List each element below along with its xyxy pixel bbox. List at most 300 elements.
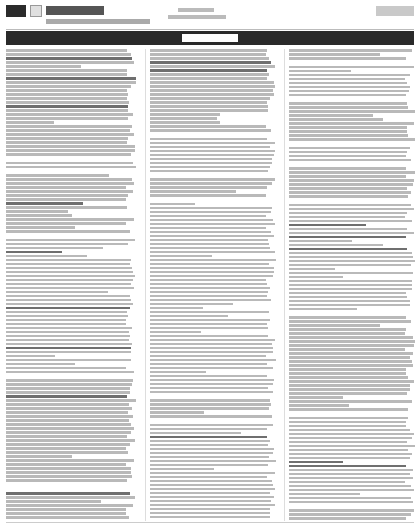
text-line-placeholder [289,312,413,315]
text-line-placeholder [150,428,267,431]
banner-word-placeholder [182,34,238,42]
text-line-placeholder [289,332,405,335]
text-line-placeholder [6,443,130,446]
text-line-placeholder [289,376,408,379]
text-line-placeholder [150,516,270,519]
text-line-placeholder [6,323,126,326]
text-line-placeholder [289,296,407,299]
text-line-placeholder [150,105,268,108]
text-line-placeholder [6,435,127,438]
text-line-placeholder [6,57,132,60]
text-line-placeholder [289,348,405,351]
section-banner [6,31,414,45]
text-line-placeholder [289,212,407,215]
text-line-placeholder [6,367,126,370]
text-line-placeholder [289,344,414,347]
text-line-placeholder [289,175,406,178]
text-line-placeholder [150,69,267,72]
text-line-placeholder [6,315,128,318]
text-line-placeholder [289,372,406,375]
text-line-placeholder [289,179,414,182]
text-line-placeholder [150,239,268,242]
text-line-placeholder [289,195,408,198]
text-line-placeholder [150,61,271,64]
text-line-placeholder [289,388,410,391]
text-line-placeholder [150,456,269,459]
text-line-placeholder [289,461,343,464]
text-line-placeholder [289,224,366,227]
text-line-placeholder [150,97,270,100]
text-line-placeholder [150,109,268,112]
text-line-placeholder [150,508,270,511]
text-line-placeholder [6,467,131,470]
text-line-placeholder [289,70,351,73]
text-line-placeholder [289,469,413,472]
text-column-1 [6,49,136,521]
text-line-placeholder [150,339,275,342]
section-label-placeholder [376,6,414,16]
text-line-placeholder [6,291,108,294]
text-line-placeholder [150,355,266,358]
text-line-placeholder [150,291,268,294]
text-line-placeholder [6,303,133,306]
text-line-placeholder [150,311,269,314]
masthead-text-placeholder [46,6,104,15]
text-line-placeholder [6,105,128,108]
text-line-placeholder [150,492,270,495]
text-line-placeholder [150,121,220,124]
text-line-placeholder [289,477,413,480]
text-line-placeholder [289,320,411,323]
text-line-placeholder [150,476,267,479]
text-line-placeholder [150,53,266,56]
text-line-placeholder [150,146,270,149]
text-line-placeholder [150,379,274,382]
text-line-placeholder [150,464,268,467]
text-line-placeholder [150,211,271,214]
text-line-placeholder [150,251,275,254]
text-line-placeholder [6,359,131,362]
text-line-placeholder [289,199,414,202]
text-line-placeholder [289,167,406,170]
text-line-placeholder [289,340,415,343]
text-line-placeholder [150,271,274,274]
text-line-placeholder [6,255,87,258]
text-line-placeholder [289,244,383,247]
text-line-placeholder [6,109,128,112]
text-line-placeholder [6,447,126,450]
text-line-placeholder [150,275,273,278]
text-line-placeholder [289,272,413,275]
text-line-placeholder [289,501,413,504]
text-line-placeholder [6,335,130,338]
text-line-placeholder [289,421,406,424]
text-line-placeholder [6,431,131,434]
text-line-placeholder [150,419,275,422]
text-line-placeholder [150,440,270,443]
text-line-placeholder [6,512,126,515]
text-line-placeholder [150,231,271,234]
text-line-placeholder [6,411,128,414]
newspaper-logo-icon [30,5,42,17]
text-line-placeholder [289,417,408,420]
text-line-placeholder [289,276,343,279]
article-columns [6,49,414,521]
text-line-placeholder [289,453,412,456]
text-line-placeholder [6,89,127,92]
text-line-placeholder [150,452,273,455]
text-line-placeholder [150,399,270,402]
text-line-placeholder [150,77,267,80]
text-line-placeholder [6,61,134,64]
text-line-placeholder [6,117,128,120]
text-line-placeholder [150,319,270,322]
text-line-placeholder [150,484,273,487]
text-line-placeholder [289,433,414,436]
text-line-placeholder [150,371,206,374]
text-line-placeholder [150,154,274,157]
text-line-placeholder [6,239,135,242]
text-line-placeholder [289,260,415,263]
text-line-placeholder [6,129,130,132]
text-line-placeholder [6,145,135,148]
text-line-placeholder [6,347,131,350]
text-line-placeholder [6,379,133,382]
text-line-placeholder [6,287,134,290]
text-line-placeholder [289,509,414,512]
text-line-placeholder [6,427,134,430]
text-line-placeholder [150,85,275,88]
text-line-placeholder [6,101,129,104]
text-line-placeholder [289,171,415,174]
text-line-placeholder [6,319,126,322]
text-line-placeholder [150,190,236,193]
text-line-placeholder [289,360,412,363]
text-line-placeholder [6,247,103,250]
text-line-placeholder [6,153,131,156]
text-line-placeholder [6,259,131,262]
text-line-placeholder [289,61,405,64]
text-line-placeholder [6,125,132,128]
text-line-placeholder [289,151,407,154]
text-line-placeholder [150,215,266,218]
text-line-placeholder [150,117,217,120]
text-line-placeholder [289,465,406,468]
text-line-placeholder [6,351,131,354]
text-line-placeholder [289,74,410,77]
text-line-placeholder [6,399,136,402]
text-line-placeholder [150,287,270,290]
text-line-placeholder [6,339,129,342]
text-line-placeholder [6,218,134,221]
text-line-placeholder [150,395,272,398]
text-line-placeholder [289,324,380,327]
text-line-placeholder [289,98,408,101]
text-line-placeholder [150,295,267,298]
text-line-placeholder [289,493,360,496]
text-line-placeholder [6,69,127,72]
text-line-placeholder [289,163,406,166]
text-line-placeholder [6,202,83,205]
text-line-placeholder [150,383,273,386]
text-line-placeholder [6,403,129,406]
text-line-placeholder [289,147,410,150]
text-line-placeholder [150,407,269,410]
text-line-placeholder [6,77,136,80]
text-line-placeholder [6,162,133,165]
text-line-placeholder [289,248,407,251]
text-line-placeholder [150,166,270,169]
text-line-placeholder [150,203,195,206]
text-line-placeholder [289,236,406,239]
text-line-placeholder [6,419,129,422]
text-line-placeholder [150,235,274,238]
text-line-placeholder [150,496,274,499]
text-line-placeholder [150,480,272,483]
text-line-placeholder [6,383,132,386]
text-line-placeholder [150,367,273,370]
text-line-placeholder [289,384,410,387]
text-line-placeholder [150,255,212,258]
text-line-placeholder [150,101,267,104]
text-line-placeholder [150,359,276,362]
text-line-placeholder [289,268,335,271]
text-line-placeholder [6,190,133,193]
text-line-placeholder [6,93,128,96]
text-line-placeholder [289,308,357,311]
text-line-placeholder [150,182,272,185]
text-line-placeholder [6,53,131,56]
text-line-placeholder [289,517,406,520]
text-line-placeholder [150,375,267,378]
text-line-placeholder [150,444,268,447]
text-line-placeholder [6,113,133,116]
text-line-placeholder [6,463,126,466]
text-line-placeholder [6,439,135,442]
text-line-placeholder [6,331,129,334]
text-line-placeholder [150,57,269,60]
text-line-placeholder [6,182,134,185]
text-line-placeholder [289,53,380,56]
text-line-placeholder [6,210,68,213]
text-line-placeholder [150,178,275,181]
text-line-placeholder [289,102,407,105]
text-line-placeholder [6,263,130,266]
text-line-placeholder [6,133,134,136]
text-line-placeholder [289,155,406,158]
text-line-placeholder [289,66,414,69]
text-line-placeholder [150,303,233,306]
text-line-placeholder [289,445,415,448]
text-line-placeholder [6,251,62,254]
text-line-placeholder [6,178,132,181]
text-line-placeholder [150,162,272,165]
text-line-placeholder [289,368,406,371]
text-line-placeholder [6,234,130,237]
text-line-placeholder [289,126,407,129]
contact-text-placeholder [178,8,214,12]
text-line-placeholder [6,355,55,358]
text-line-placeholder [150,472,275,475]
text-line-placeholder [289,425,406,428]
text-line-placeholder [6,343,132,346]
text-line-placeholder [289,49,412,52]
text-line-placeholder [289,429,410,432]
text-line-placeholder [150,468,214,471]
page-header [6,5,414,30]
text-line-placeholder [6,206,127,209]
text-line-placeholder [289,300,410,303]
text-line-placeholder [6,186,126,189]
page-bottom-rule [6,522,414,523]
text-line-placeholder [150,125,266,128]
text-line-placeholder [289,316,406,319]
text-line-placeholder [6,500,101,503]
text-line-placeholder [289,336,413,339]
text-line-placeholder [6,194,128,197]
text-line-placeholder [289,82,407,85]
text-column-2 [145,49,276,521]
text-line-placeholder [289,292,406,295]
text-line-placeholder [6,149,135,152]
text-line-placeholder [289,457,410,460]
text-line-placeholder [6,492,130,495]
text-line-placeholder [289,232,414,235]
text-line-placeholder [6,121,54,124]
text-line-placeholder [289,400,412,403]
text-line-placeholder [289,90,409,93]
text-line-placeholder [6,395,127,398]
text-line-placeholder [150,207,272,210]
text-line-placeholder [289,142,410,145]
contact-text-placeholder [168,15,226,19]
text-line-placeholder [150,219,273,222]
text-line-placeholder [289,485,411,488]
text-line-placeholder [150,247,270,250]
text-line-placeholder [6,471,131,474]
text-line-placeholder [150,263,269,266]
text-line-placeholder [6,415,133,418]
text-line-placeholder [150,432,241,435]
text-line-placeholder [289,191,411,194]
text-line-placeholder [150,142,275,145]
text-line-placeholder [150,198,269,201]
text-line-placeholder [150,327,268,330]
text-line-placeholder [6,81,136,84]
text-line-placeholder [150,299,271,302]
text-line-placeholder [289,86,410,89]
text-line-placeholder [289,114,373,117]
text-line-placeholder [6,483,130,486]
text-line-placeholder [289,481,405,484]
text-line-placeholder [150,186,267,189]
text-line-placeholder [150,315,228,318]
text-line-placeholder [150,403,271,406]
text-line-placeholder [150,81,274,84]
text-line-placeholder [150,138,267,141]
text-line-placeholder [150,93,274,96]
text-line-placeholder [289,208,414,211]
text-line-placeholder [6,97,127,100]
text-line-placeholder [6,157,129,160]
text-line-placeholder [289,183,413,186]
text-line-placeholder [6,516,129,519]
text-line-placeholder [6,311,127,314]
text-line-placeholder [6,496,135,499]
text-line-placeholder [150,133,270,136]
text-line-placeholder [150,283,267,286]
text-line-placeholder [289,94,406,97]
text-line-placeholder [6,504,133,507]
text-column-3 [284,49,415,521]
text-line-placeholder [150,113,220,116]
text-line-placeholder [289,392,407,395]
text-line-placeholder [289,505,409,508]
text-line-placeholder [150,307,203,310]
text-line-placeholder [6,279,133,282]
text-line-placeholder [150,448,274,451]
text-line-placeholder [6,299,131,302]
text-line-placeholder [289,220,412,223]
text-line-placeholder [6,73,127,76]
text-line-placeholder [289,122,414,125]
text-line-placeholder [6,451,128,454]
text-line-placeholder [6,295,130,298]
text-line-placeholder [150,223,275,226]
text-line-placeholder [150,227,266,230]
text-line-placeholder [150,323,267,326]
text-line-placeholder [150,351,273,354]
text-line-placeholder [6,226,75,229]
text-line-placeholder [6,307,130,310]
text-line-placeholder [289,441,407,444]
text-line-placeholder [6,275,135,278]
text-line-placeholder [150,343,272,346]
text-line-placeholder [289,252,412,255]
text-line-placeholder [289,106,408,109]
text-line-placeholder [289,240,352,243]
text-line-placeholder [6,65,81,68]
text-line-placeholder [150,279,266,282]
text-line-placeholder [6,267,132,270]
text-line-placeholder [150,424,273,427]
text-line-placeholder [150,174,272,177]
text-line-placeholder [289,57,406,60]
text-line-placeholder [150,170,268,173]
text-line-placeholder [289,118,383,121]
text-line-placeholder [6,459,134,462]
text-line-placeholder [289,78,405,81]
text-line-placeholder [6,198,126,201]
text-line-placeholder [6,387,130,390]
text-line-placeholder [150,259,276,262]
text-line-placeholder [150,391,273,394]
text-line-placeholder [289,380,414,383]
text-line-placeholder [289,138,415,141]
text-line-placeholder [6,327,132,330]
text-line-placeholder [289,256,413,259]
text-line-placeholder [150,363,267,366]
text-line-placeholder [289,264,411,267]
text-line-placeholder [289,404,349,407]
text-line-placeholder [150,267,274,270]
text-line-placeholder [6,363,75,366]
text-line-placeholder [6,166,136,169]
text-line-placeholder [150,460,276,463]
text-line-placeholder [289,489,414,492]
text-line-placeholder [150,89,273,92]
text-line-placeholder [6,271,133,274]
